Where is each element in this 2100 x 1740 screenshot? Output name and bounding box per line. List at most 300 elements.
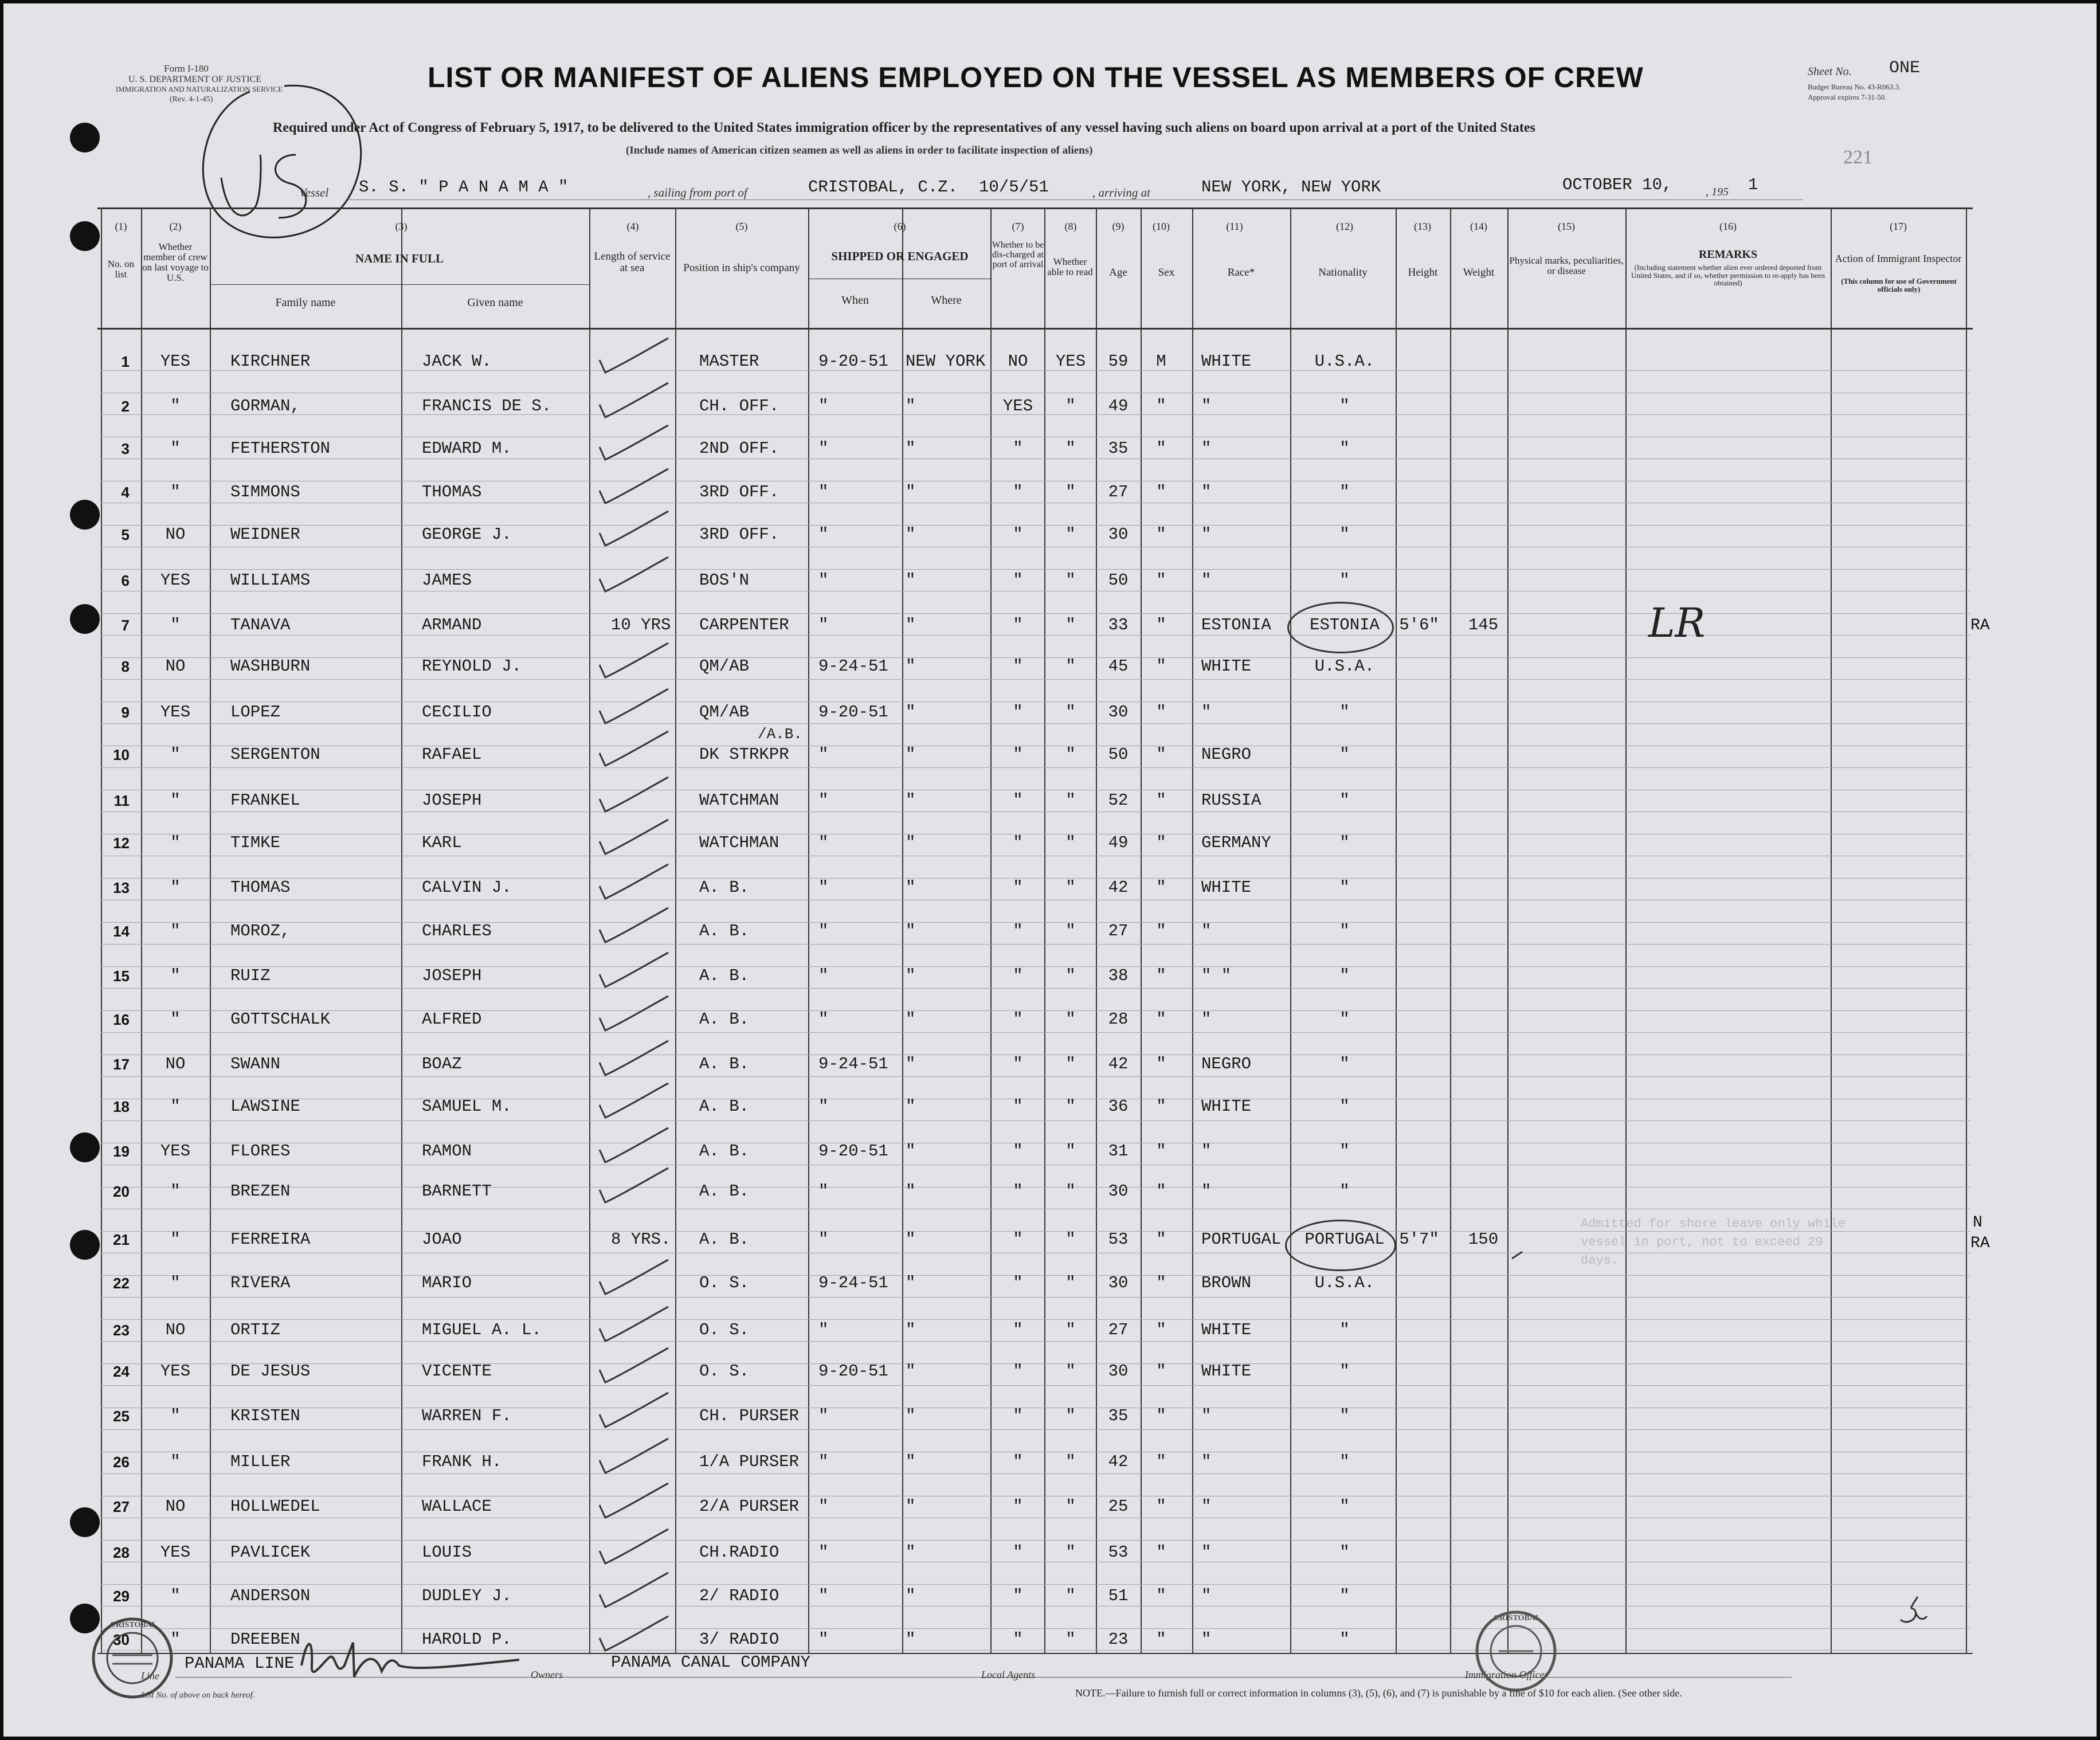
- cell-disch: ": [1013, 483, 1023, 501]
- cell-family: DE JESUS: [230, 1362, 311, 1381]
- footer-line-label: Line: [141, 1670, 160, 1682]
- cell-disch: ": [1013, 878, 1023, 897]
- cell-age: 42: [1108, 878, 1129, 897]
- cell-last: ": [170, 966, 181, 985]
- cell-race: ": [1201, 439, 1212, 458]
- cell-disch: ": [1013, 1142, 1023, 1161]
- cell-where: ": [906, 878, 916, 897]
- footer-officer-label: Immigration Officer: [1465, 1669, 1549, 1680]
- cell-where: ": [906, 397, 916, 416]
- cell-position: MASTER: [699, 352, 759, 371]
- ruled-line: [101, 1341, 1970, 1342]
- cell-read: ": [1065, 1452, 1076, 1471]
- cell-position: A. B.: [699, 922, 750, 940]
- cell-where: ": [906, 791, 916, 810]
- cell-read: ": [1065, 1406, 1076, 1425]
- cell-family: TANAVA: [230, 616, 291, 634]
- cell-where: ": [906, 833, 916, 852]
- column-number: (9): [1112, 221, 1125, 232]
- cell-family: KIRCHNER: [230, 352, 311, 371]
- punch-hole: [70, 1507, 100, 1537]
- check-mark: [600, 1083, 668, 1118]
- cell-read: ": [1065, 1497, 1076, 1516]
- ruled-line: [101, 1385, 1970, 1386]
- column-divider: [401, 207, 402, 1654]
- ruled-line: [101, 1473, 1970, 1474]
- cell-where: ": [906, 1406, 916, 1425]
- column-divider: [1625, 207, 1627, 1654]
- cell-given: ARMAND: [422, 616, 482, 634]
- cell-nat: ESTONIA: [1310, 616, 1380, 634]
- cell-family: WEIDNER: [230, 525, 300, 544]
- check-mark: [600, 511, 668, 546]
- cell-last: YES: [160, 1142, 191, 1161]
- cell-last: ": [170, 1452, 181, 1471]
- cell-family: FLORES: [230, 1142, 291, 1161]
- cell-nat: ": [1339, 878, 1350, 897]
- cell-given: CHARLES: [422, 922, 492, 940]
- check-mark: [600, 1439, 668, 1473]
- cell-last: ": [170, 1230, 181, 1249]
- cell-read: ": [1065, 922, 1076, 940]
- column-number: (7): [1012, 221, 1024, 232]
- form-dept: U. S. DEPARTMENT OF JUSTICE: [128, 75, 261, 84]
- cell-age: 30: [1108, 525, 1129, 544]
- cell-when: ": [818, 1320, 829, 1339]
- column-divider: [1966, 207, 1967, 1654]
- cell-age: 36: [1108, 1097, 1129, 1116]
- footer-note: NOTE.—Failure to furnish full or correct information in columns (3), (5), (6), and (7) is punishable by a fine of $10 for each alien. (See other side.: [1075, 1687, 1682, 1699]
- cell-family: BREZEN: [230, 1182, 291, 1201]
- cell-read: ": [1065, 525, 1076, 544]
- col-given-name: Given name: [467, 296, 523, 309]
- cell-where: ": [906, 745, 916, 764]
- cell-last: ": [170, 483, 181, 501]
- cell-when: ": [818, 745, 829, 764]
- cell-position: WATCHMAN: [699, 833, 779, 852]
- budget-bureau: Budget Bureau No. 43-R063.3.: [1808, 83, 1901, 91]
- cell-sex: ": [1156, 1230, 1166, 1249]
- cell-when: ": [818, 439, 829, 458]
- cell-where: ": [906, 922, 916, 940]
- col-action-note: (This column for use of Government officials only): [1841, 277, 1957, 293]
- cell-given: JAMES: [422, 571, 472, 590]
- cell-race: ": [1201, 525, 1212, 544]
- cell-where: ": [906, 1362, 916, 1381]
- sheet-number: ONE: [1889, 58, 1921, 78]
- cell-disch: ": [1013, 1586, 1023, 1605]
- cell-position: 2ND OFF.: [699, 439, 779, 458]
- approval-expires: Approval expires 7-31-50.: [1808, 93, 1887, 101]
- ruled-line: [101, 1584, 1970, 1585]
- check-mark: [600, 953, 668, 987]
- header-bottom-rule: [97, 328, 1973, 330]
- row-number: 23: [113, 1322, 130, 1339]
- cell-last: ": [170, 833, 181, 852]
- check-mark: [600, 996, 668, 1030]
- arrival-date: OCTOBER 10,: [1562, 175, 1672, 194]
- column-divider: [902, 207, 903, 1654]
- cell-family: DREEBEN: [230, 1630, 300, 1649]
- cell-last: ": [170, 1010, 181, 1029]
- column-divider: [1450, 207, 1451, 1654]
- cell-sex: ": [1156, 1097, 1166, 1116]
- ruled-line: [101, 1032, 1970, 1033]
- row-number: 8: [121, 658, 130, 675]
- cell-nat: ": [1339, 791, 1350, 810]
- column-number: (15): [1558, 221, 1575, 232]
- cell-family: GOTTSCHALK: [230, 1010, 331, 1029]
- cell-when: ": [818, 1543, 829, 1562]
- cell-given: CALVIN J.: [422, 878, 512, 897]
- row-number: 20: [113, 1183, 130, 1200]
- check-mark: [600, 1573, 668, 1607]
- cell-when: ": [818, 1630, 829, 1649]
- col-family-name: Family name: [275, 296, 336, 309]
- cell-nat: ": [1339, 1497, 1350, 1516]
- cell-family: WILLIAMS: [230, 571, 311, 590]
- check-mark: [600, 1307, 668, 1341]
- cell-read: ": [1065, 1273, 1076, 1292]
- cell-disch: ": [1013, 525, 1023, 544]
- cell-sex: ": [1156, 657, 1166, 676]
- cell-position: O. S.: [699, 1362, 750, 1381]
- cell-disch: ": [1013, 833, 1023, 852]
- cell-given: FRANCIS DE S.: [422, 397, 552, 416]
- row21-action-ra: RA: [1970, 1235, 1990, 1252]
- cell-where: ": [906, 1273, 916, 1292]
- ruled-line: [101, 767, 1970, 768]
- cell-race: ": [1201, 397, 1212, 416]
- cell-disch: ": [1013, 1055, 1023, 1073]
- cell-race: WHITE: [1201, 878, 1252, 897]
- cell-where: ": [906, 1586, 916, 1605]
- cell-read: ": [1065, 833, 1076, 852]
- cell-disch: ": [1013, 1273, 1023, 1292]
- cell-race: WHITE: [1201, 657, 1252, 676]
- col-age: Age: [1109, 267, 1127, 279]
- arriving-label: , arriving at: [1092, 186, 1150, 199]
- check-mark: [600, 469, 668, 503]
- cell-disch: ": [1013, 1230, 1023, 1249]
- cell-age: 50: [1108, 571, 1129, 590]
- cell-last: ": [170, 922, 181, 940]
- cell-family: ORTIZ: [230, 1320, 281, 1339]
- check-mark: [600, 777, 668, 812]
- cell-family: THOMAS: [230, 878, 291, 897]
- cell-read: ": [1065, 1055, 1076, 1073]
- cell-family: LAWSINE: [230, 1097, 300, 1116]
- check-mark: [600, 1041, 668, 1075]
- cell-position: 3RD OFF.: [699, 525, 779, 544]
- column-number: (3): [395, 221, 408, 232]
- column-divider: [1507, 207, 1509, 1654]
- cell-where: ": [906, 571, 916, 590]
- cell-height: 5'6": [1399, 616, 1439, 634]
- ruled-line: [101, 569, 1970, 570]
- cell-position: A. B.: [699, 1055, 750, 1073]
- cell-position: O. S.: [699, 1273, 750, 1292]
- cell-when: 9-20-51: [818, 1362, 888, 1381]
- cell-race: ": [1201, 1452, 1212, 1471]
- check-mark: [600, 383, 668, 417]
- cell-race: NEGRO: [1201, 1055, 1252, 1073]
- cell-nat: U.S.A.: [1314, 352, 1375, 371]
- row-number: 16: [113, 1011, 130, 1028]
- cell-position: QM/AB: [699, 703, 750, 722]
- cell-where: ": [906, 1320, 916, 1339]
- cell-race: GERMANY: [1201, 833, 1271, 852]
- column-divider: [1290, 207, 1291, 1654]
- cell-when: ": [818, 966, 829, 985]
- cell-nat: ": [1339, 439, 1350, 458]
- cell-last: ": [170, 878, 181, 897]
- cell-position: BOS'N: [699, 571, 750, 590]
- cell-nat: ": [1339, 966, 1350, 985]
- cell-given: THOMAS: [422, 483, 482, 501]
- cell-position: 2/A PURSER: [699, 1497, 800, 1516]
- cell-sex: ": [1156, 833, 1166, 852]
- vessel-label: Vessel: [299, 186, 329, 199]
- cell-when: ": [818, 616, 829, 634]
- cell-race: ": [1201, 1142, 1212, 1161]
- cell-where: ": [906, 1142, 916, 1161]
- manifest-sheet: [3, 3, 2097, 1737]
- vessel-name: S. S. " P A N A M A ": [359, 178, 569, 197]
- check-mark: [600, 1348, 668, 1382]
- cell-position: 3/ RADIO: [699, 1630, 779, 1649]
- column-number: (11): [1226, 221, 1243, 232]
- cell-age: 27: [1108, 483, 1129, 501]
- col-race: Race*: [1227, 267, 1255, 279]
- column-divider: [1396, 207, 1397, 1654]
- year-digit: 1: [1748, 175, 1758, 194]
- row-number: 24: [113, 1363, 130, 1380]
- punch-hole: [70, 500, 100, 530]
- cell-sex: ": [1156, 1630, 1166, 1649]
- row-number: 30: [113, 1631, 130, 1648]
- cell-disch: ": [1013, 1406, 1023, 1425]
- cell-sex: ": [1156, 1452, 1166, 1471]
- cell-family: PAVLICEK: [230, 1543, 311, 1562]
- cell-given: EDWARD M.: [422, 439, 512, 458]
- cell-age: 30: [1108, 1182, 1129, 1201]
- cell-race: ": [1201, 483, 1212, 501]
- cell-weight: 150: [1468, 1230, 1499, 1249]
- cell-last: YES: [160, 571, 191, 590]
- cell-nat: ": [1339, 1320, 1350, 1339]
- row-number: 27: [113, 1498, 130, 1515]
- cell-sex: ": [1156, 703, 1166, 722]
- cell-read: ": [1065, 1182, 1076, 1201]
- cell-last: ": [170, 745, 181, 764]
- check-mark: [600, 689, 668, 723]
- nationality-circle-row7: [1287, 602, 1394, 653]
- cell-given: MARIO: [422, 1273, 472, 1292]
- cell-family: TIMKE: [230, 833, 281, 852]
- row-number: 19: [113, 1143, 130, 1160]
- cell-age: 53: [1108, 1230, 1129, 1249]
- cell-age: 45: [1108, 657, 1129, 676]
- cell-given: WARREN F.: [422, 1406, 512, 1425]
- ruled-line: [101, 1120, 1970, 1121]
- row-number: 26: [113, 1453, 130, 1471]
- cell-race: WHITE: [1201, 1320, 1252, 1339]
- cell-age: 30: [1108, 703, 1129, 722]
- cell-sex: ": [1156, 1273, 1166, 1292]
- punch-hole: [70, 1132, 100, 1162]
- cell-age: 35: [1108, 1406, 1129, 1425]
- cell-sex: ": [1156, 1142, 1166, 1161]
- cell-nat: ": [1339, 1182, 1350, 1201]
- check-mark: [600, 820, 668, 854]
- cell-read: ": [1065, 1142, 1076, 1161]
- column-divider: [589, 207, 590, 1654]
- cell-given: MIGUEL A. L.: [422, 1320, 542, 1339]
- cell-last: ": [170, 1406, 181, 1425]
- check-mark: [600, 425, 668, 460]
- cell-given: SAMUEL M.: [422, 1097, 512, 1116]
- cell-nat: U.S.A.: [1314, 1273, 1375, 1292]
- form-number: Form I-180: [164, 63, 209, 74]
- row-number: 6: [121, 572, 130, 589]
- ruled-line: [101, 944, 1970, 945]
- cell-last: ": [170, 616, 181, 634]
- cell-disch: YES: [1002, 397, 1033, 416]
- cell-given: VICENTE: [422, 1362, 492, 1381]
- check-mark: [600, 338, 668, 373]
- cell-nat: ": [1339, 483, 1350, 501]
- cell-nat: U.S.A.: [1314, 657, 1375, 676]
- sailing-label: , sailing from port of: [648, 186, 747, 199]
- cell-race: ": [1201, 1497, 1212, 1516]
- row-number: 13: [113, 879, 130, 896]
- cell-race: BROWN: [1201, 1273, 1252, 1292]
- cell-race: " ": [1201, 966, 1232, 985]
- cell-family: MILLER: [230, 1452, 291, 1471]
- cell-age: 31: [1108, 1142, 1129, 1161]
- cell-position: A. B.: [699, 966, 750, 985]
- row-number: 29: [113, 1588, 130, 1605]
- cell-sex: ": [1156, 791, 1166, 810]
- cell-sex: ": [1156, 1497, 1166, 1516]
- cell-race: ": [1201, 1406, 1212, 1425]
- cell-given: HAROLD P.: [422, 1630, 512, 1649]
- cell-race: ": [1201, 1010, 1212, 1029]
- cell-race: NEGRO: [1201, 745, 1252, 764]
- cell-sex: ": [1156, 1010, 1166, 1029]
- row-number: 18: [113, 1098, 130, 1115]
- cell-read: ": [1065, 1543, 1076, 1562]
- cell-age: 42: [1108, 1055, 1129, 1073]
- cell-where: ": [906, 439, 916, 458]
- cell-race: ": [1201, 571, 1212, 590]
- cell-when: ": [818, 833, 829, 852]
- cell-sex: ": [1156, 966, 1166, 985]
- cell-last: ": [170, 1586, 181, 1605]
- cell-when: 9-20-51: [818, 352, 888, 371]
- cell-disch: ": [1013, 966, 1023, 985]
- cell-age: 28: [1108, 1010, 1129, 1029]
- cell-disch: ": [1013, 1097, 1023, 1116]
- ruled-line: [101, 723, 1970, 724]
- cell-nat: ": [1339, 1406, 1350, 1425]
- page-subtitle-note: (Include names of American citizen seamen as well as aliens in order to facilitate inspection of aliens): [626, 144, 1093, 156]
- year-prefix: , 195: [1706, 186, 1729, 198]
- col-length-service: Length of service at sea: [594, 250, 671, 274]
- cell-last: NO: [165, 1320, 186, 1339]
- cell-read: ": [1065, 1362, 1076, 1381]
- cell-last: ": [170, 791, 181, 810]
- cell-when: 9-24-51: [818, 657, 888, 676]
- cell-last: YES: [160, 703, 191, 722]
- cell-where: ": [906, 1543, 916, 1562]
- row21-action-n: N: [1973, 1214, 1983, 1232]
- cell-nat: ": [1339, 1586, 1350, 1605]
- cell-family: SWANN: [230, 1055, 281, 1073]
- row-number: 17: [113, 1056, 130, 1073]
- cell-read: ": [1065, 397, 1076, 416]
- footer-agents-label: Local Agents: [981, 1669, 1036, 1680]
- column-number: (13): [1414, 221, 1431, 232]
- cell-last: ": [170, 1097, 181, 1116]
- column-divider: [1831, 207, 1832, 1654]
- cell-height: 5'7": [1399, 1230, 1439, 1249]
- cell-race: WHITE: [1201, 352, 1252, 371]
- column-number: (14): [1470, 221, 1487, 232]
- column-number: (5): [735, 221, 748, 232]
- cell-age: 27: [1108, 922, 1129, 940]
- cell-race: WHITE: [1201, 1362, 1252, 1381]
- cell-given: JACK W.: [422, 352, 492, 371]
- check-mark: [600, 864, 668, 899]
- cell-where: ": [906, 1452, 916, 1471]
- cell-read: ": [1065, 1230, 1076, 1249]
- cell-last: ": [170, 439, 181, 458]
- row-number: 22: [113, 1275, 130, 1292]
- cell-read: YES: [1055, 352, 1086, 371]
- cell-last: NO: [165, 525, 186, 544]
- cell-read: ": [1065, 1097, 1076, 1116]
- cell-sex: ": [1156, 439, 1166, 458]
- cell-race: ": [1201, 703, 1212, 722]
- punch-hole: [70, 221, 100, 251]
- cell-position: CH. PURSER: [699, 1406, 800, 1425]
- column-number: (6): [894, 221, 906, 232]
- cell-read: ": [1065, 1010, 1076, 1029]
- cell-nat: ": [1339, 1142, 1350, 1161]
- cell-nat: PORTUGAL: [1304, 1230, 1385, 1249]
- ruled-line: [101, 1429, 1970, 1430]
- cell-position: A. B.: [699, 1097, 750, 1116]
- cell-where: ": [906, 1230, 916, 1249]
- cell-disch: ": [1013, 657, 1023, 676]
- port-stamp-left-text: CRISTOBAL: [110, 1621, 158, 1629]
- ruled-line: [101, 1540, 1970, 1541]
- cell-nat: ": [1339, 525, 1350, 544]
- cell-nat: ": [1339, 703, 1350, 722]
- cell-read: ": [1065, 483, 1076, 501]
- cell-service: 8 YRS.: [611, 1230, 671, 1249]
- cell-when: ": [818, 1010, 829, 1029]
- row-number: 12: [113, 834, 130, 852]
- departure-date: 10/5/51: [979, 178, 1049, 197]
- cell-nat: ": [1339, 745, 1350, 764]
- cell-position: DK STRKPR: [699, 745, 789, 764]
- cell-when: 9-24-51: [818, 1273, 888, 1292]
- cell-given: REYNOLD J.: [422, 657, 522, 676]
- column-number: (10): [1153, 221, 1170, 232]
